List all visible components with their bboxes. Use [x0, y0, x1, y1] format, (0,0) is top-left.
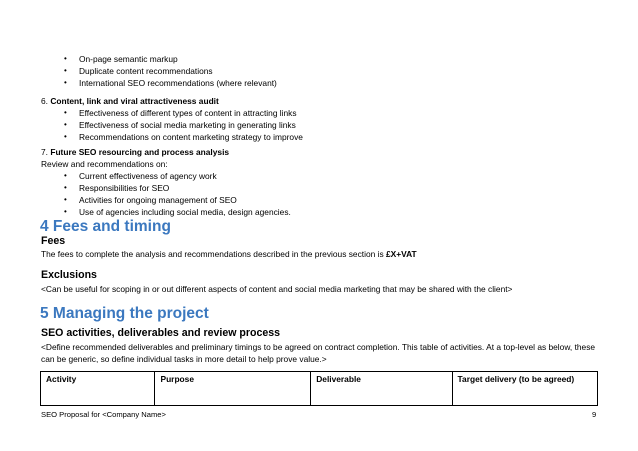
top-bullet-list	[64, 53, 277, 89]
list-item: • Recommendations on content marketing strategy to improve	[64, 131, 303, 143]
section-7-number: 7.	[41, 147, 48, 157]
section-6-heading	[41, 95, 219, 107]
fees-amount: £X+VAT	[385, 249, 417, 259]
fees-timing-heading: 4 Fees and timing	[40, 218, 171, 235]
list-item: • Current effectiveness of agency work	[64, 170, 291, 182]
list-item: • Effectiveness of different types of content in attracting links	[64, 107, 303, 119]
section-6-title: Content, link and viral attractiveness audit	[50, 96, 219, 106]
table-header-purpose: Purpose	[155, 372, 311, 406]
page-number: 9	[592, 410, 597, 419]
table-row	[41, 372, 598, 406]
activities-table	[40, 371, 598, 406]
fees-description: The fees to complete the analysis and recommendations described in the previous section is	[41, 249, 386, 259]
list-item: • Use of agencies including social media, design agencies.	[64, 206, 291, 218]
exclusions-label: Exclusions	[41, 269, 97, 281]
section-7-bullet-list	[64, 170, 291, 218]
managing-paragraph: <Define recommended deliverables and preliminary timings to be agreed on contract completion. This table of activities. At a top-level as below, these can be generic, so define individual tasks in more detail to help prove value.>	[41, 342, 596, 364]
section-6-number: 6.	[41, 96, 48, 106]
list-item: • International SEO recommendations (where relevant)	[64, 77, 277, 89]
table-header-target-delivery: Target delivery (to be agreed)	[452, 372, 597, 406]
fees-label: Fees	[41, 235, 66, 247]
list-item: • Duplicate content recommendations	[64, 65, 277, 77]
list-item: • On-page semantic markup	[64, 53, 277, 65]
section-7-intro: Review and recommendations on:	[41, 159, 168, 169]
table-header-activity: Activity	[41, 372, 155, 406]
fees-text	[41, 248, 597, 260]
section-7-heading	[41, 146, 229, 158]
managing-heading: 5 Managing the project	[40, 305, 209, 322]
section-6-bullet-list	[64, 107, 303, 143]
table-header-deliverable: Deliverable	[311, 372, 452, 406]
list-item: • Activities for ongoing management of SEO	[64, 194, 291, 206]
list-item: • Effectiveness of social media marketing in generating links	[64, 119, 303, 131]
footer-left: SEO Proposal for <Company Name>	[41, 410, 166, 419]
list-item: • Responsibilities for SEO	[64, 182, 291, 194]
managing-subheading: SEO activities, deliverables and review process	[41, 327, 281, 339]
section-7-title: Future SEO resourcing and process analysis	[50, 147, 230, 157]
exclusions-text: <Can be useful for scoping in or out different aspects of content and social media marketing that may be shared with the client>	[41, 284, 513, 294]
